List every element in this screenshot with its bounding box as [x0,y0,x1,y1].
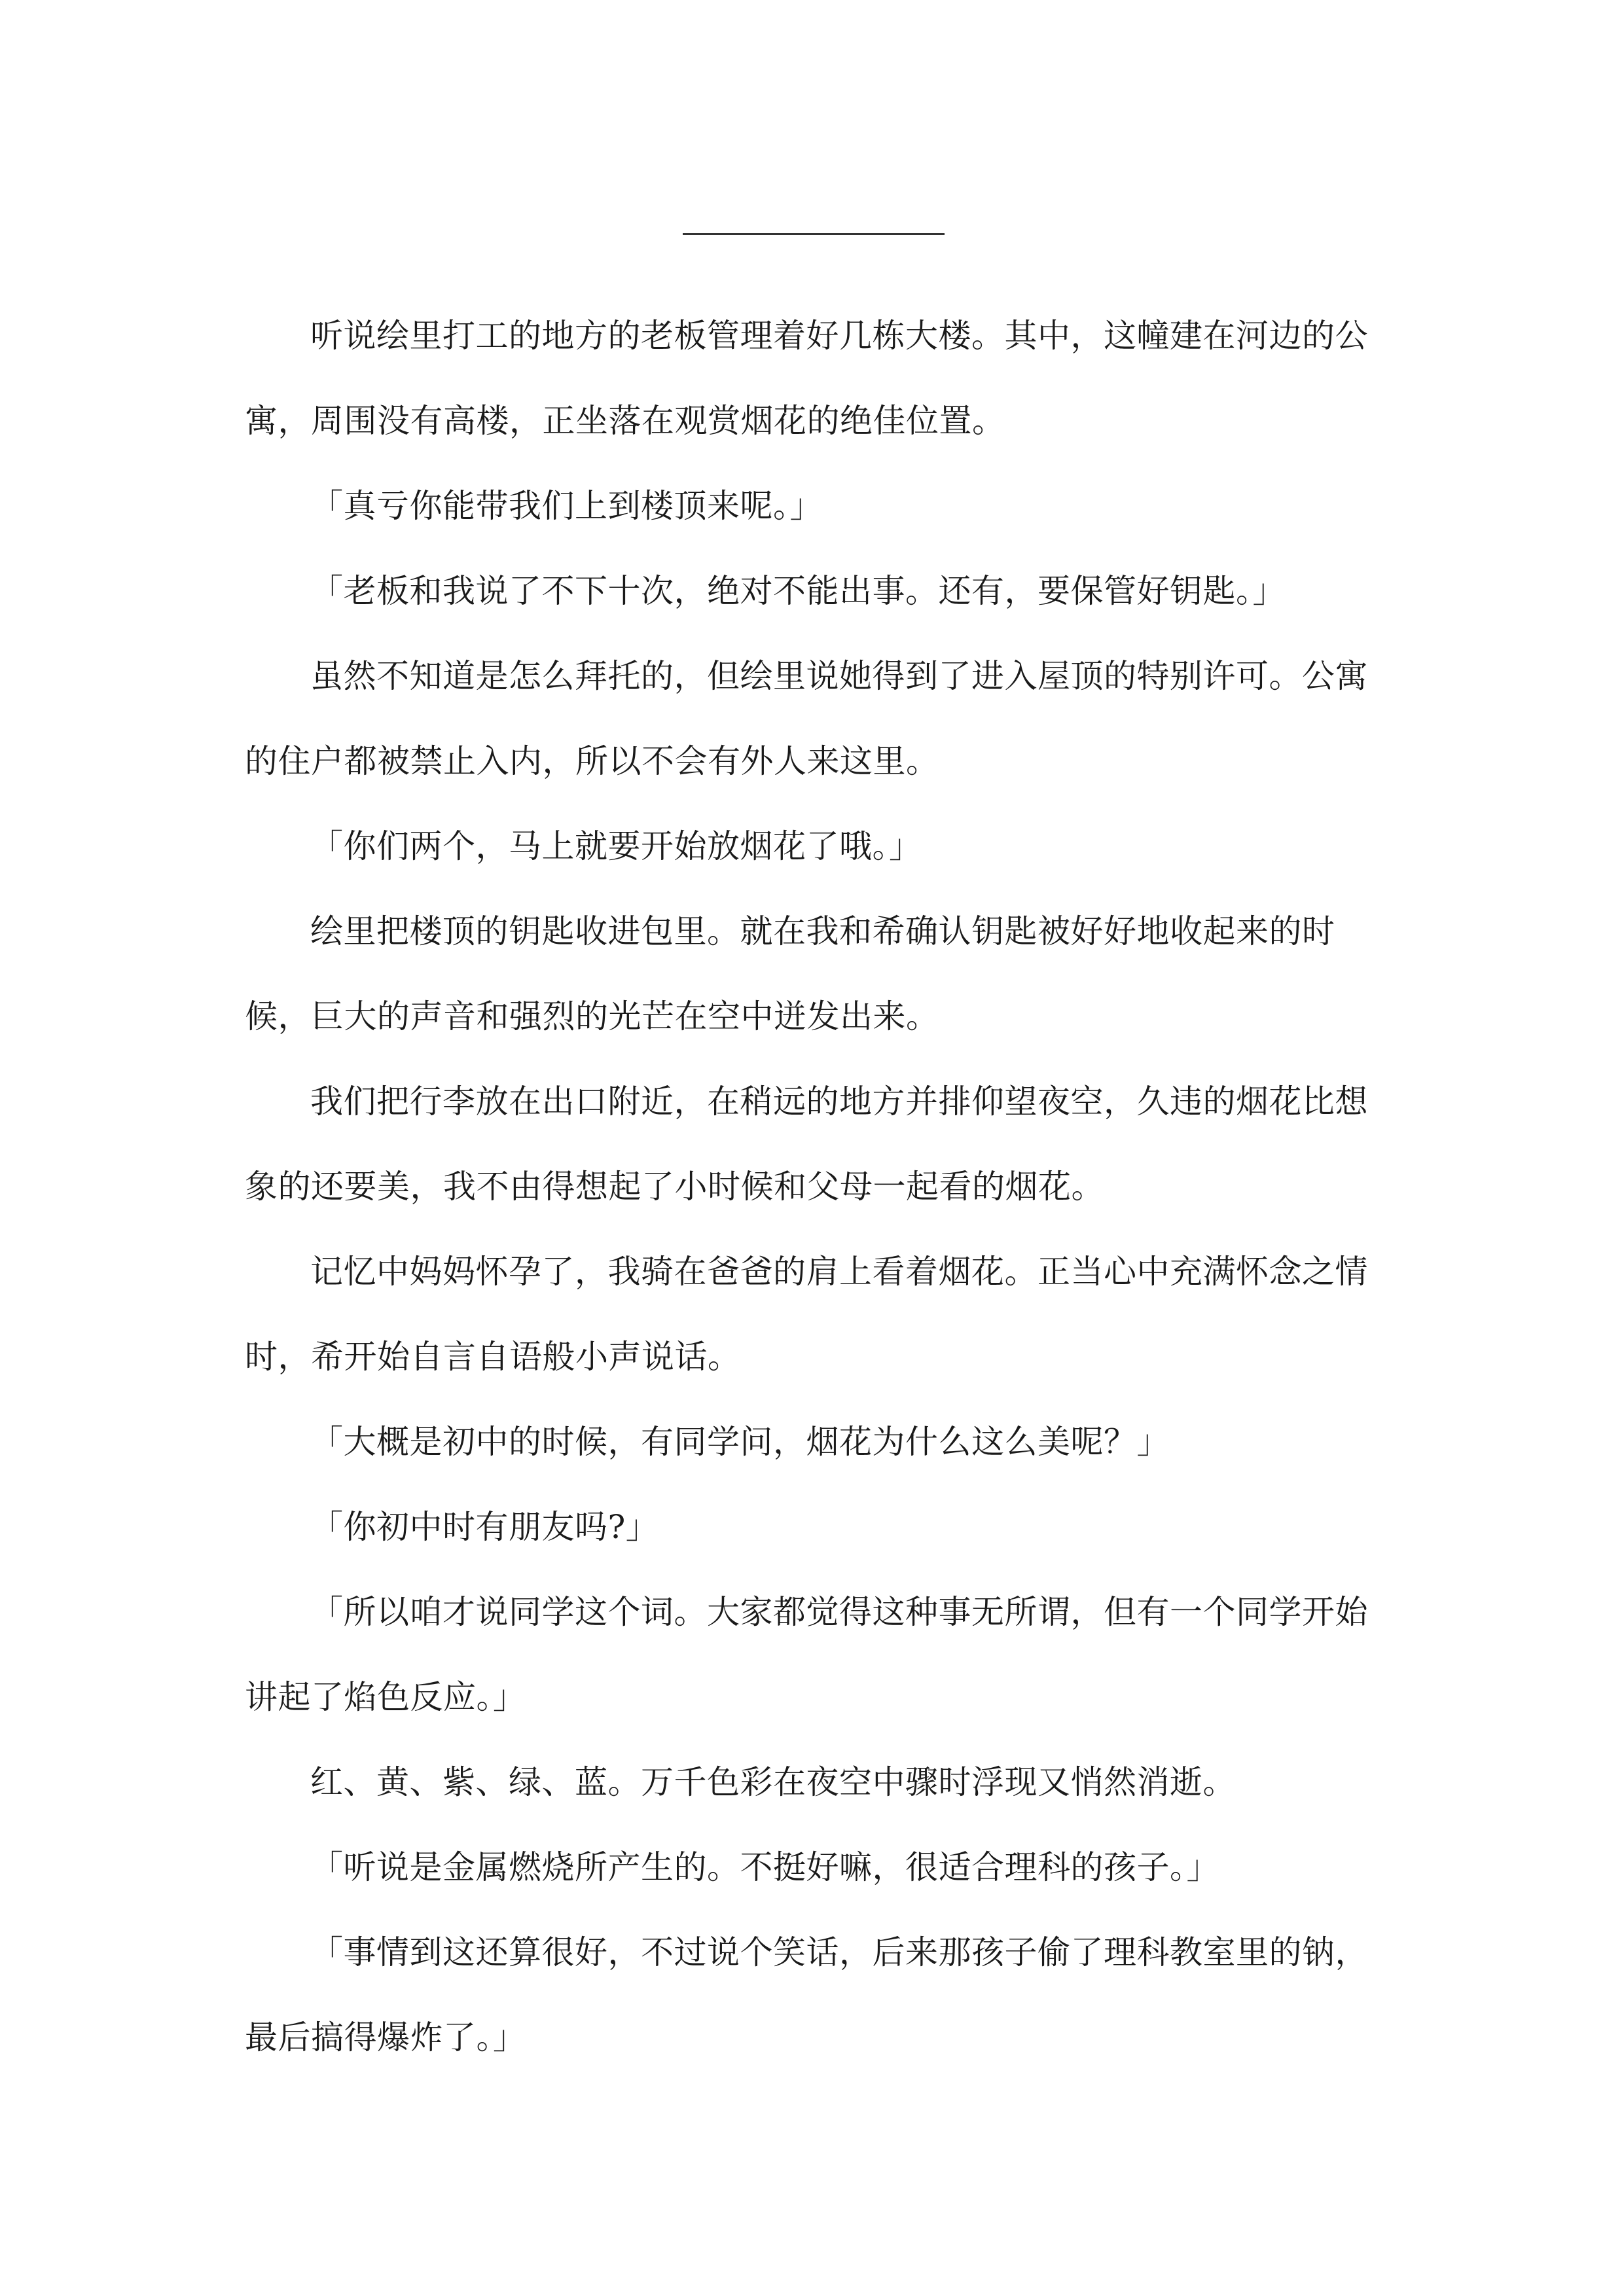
document-body [245,293,1377,2080]
paragraph: 虽然不知道是怎么拜托的，但绘里说她得到了进入屋顶的特别许可。公寓的住户都被禁止入内，所以不会有外人来这里。 [245,657,1368,780]
dialogue-line: 「所以咱才说同学这个词。大家都觉得这种事无所谓，但有一个同学开始讲起了焰色反应。」 [245,1593,1368,1716]
paragraph: 红、黄、紫、绿、蓝。万千色彩在夜空中骤时浮现又悄然消逝。 [310,1763,1236,1801]
dialogue-line: 「听说是金属燃烧所产生的。不挺好嘛，很适合理科的孩子。」 [310,1848,1219,1886]
paragraph: 记忆中妈妈怀孕了，我骑在爸爸的肩上看着烟花。正当心中充满怀念之情时，希开始自言自语般小声说话。 [245,1253,1368,1376]
section-separator [683,233,945,235]
dialogue-line: 「你们两个，马上就要开始放烟花了哦。」 [310,827,922,865]
dialogue-line: 「大概是初中的时候，有同学问，烟花为什么这么美呢？」 [310,1423,1170,1461]
dialogue-line: 「老板和我说了不下十次，绝对不能出事。还有，要保管好钥匙。」 [310,572,1286,610]
dialogue-line: 「真亏你能带我们上到楼顶来呢。」 [310,487,823,525]
dialogue-line: 「事情到这还算很好，不过说个笑话，后来那孩子偷了理科教室里的钠，最后搞得爆炸了。」 [245,1933,1368,2056]
dialogue-line: 「你初中时有朋友吗?」 [310,1508,659,1546]
paragraph: 听说绘里打工的地方的老板管理着好几栋大楼。其中，这幢建在河边的公寓，周围没有高楼，正坐落在观赏烟花的绝佳位置。 [245,317,1368,440]
paragraph: 绘里把楼顶的钥匙收进包里。就在我和希确认钥匙被好好地收起来的时候，巨大的声音和强烈的光芒在空中迸发出来。 [245,912,1335,1035]
paragraph: 我们把行李放在出口附近，在稍远的地方并排仰望夜空，久违的烟花比想象的还要美，我不由得想起了小时候和父母一起看的烟花。 [245,1083,1368,1206]
